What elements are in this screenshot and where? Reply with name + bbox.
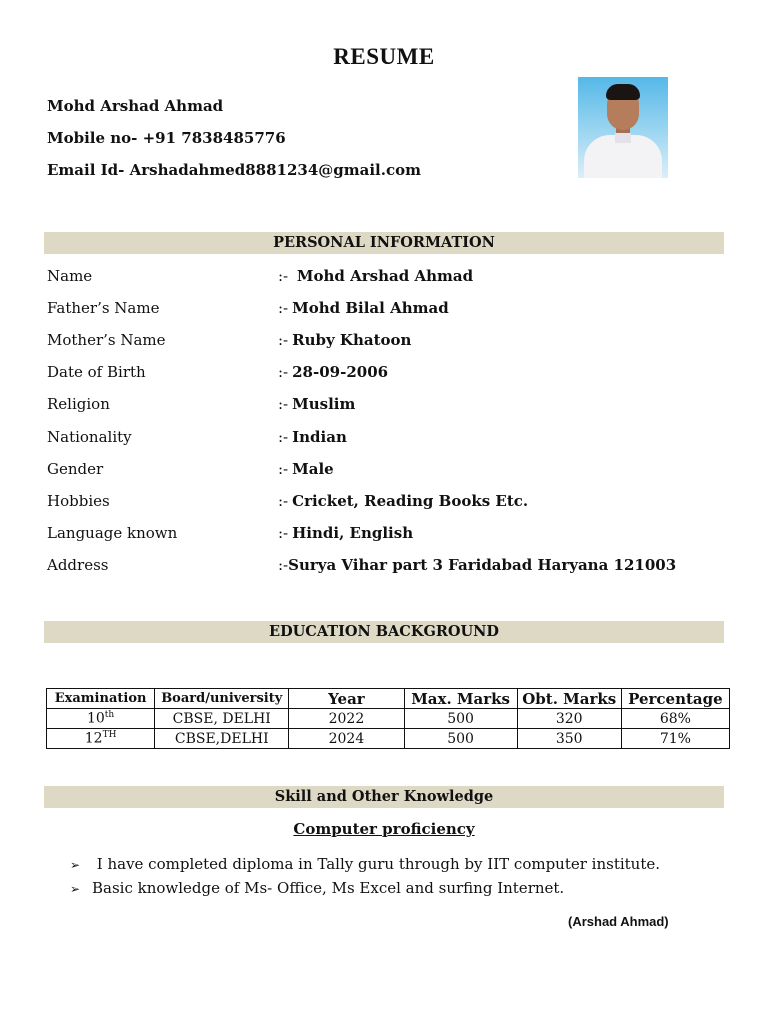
obt-marks-cell: 320 (517, 709, 621, 729)
row-separator: :- (278, 460, 289, 478)
arrowhead-bullet-icon: ➢ (70, 882, 81, 896)
row-label: Father’s Name (47, 299, 160, 317)
percentage-cell: 68% (621, 709, 729, 729)
column-header: Max. Marks (404, 689, 517, 709)
row-separator: :- (278, 395, 289, 413)
max-marks-cell: 500 (404, 729, 517, 749)
table-row (47, 729, 730, 749)
row-label: Religion (47, 395, 110, 413)
profile-photo (578, 77, 668, 178)
row-label: Mother’s Name (47, 331, 166, 349)
obt-marks-cell: 350 (517, 729, 621, 749)
row-value: 28-09-2006 (292, 363, 389, 381)
contact-name: Mohd Arshad Ahmad (47, 97, 224, 115)
row-label: Address (47, 556, 109, 574)
row-label: Name (47, 267, 93, 285)
computer-proficiency-subheading: Computer proficiency (293, 820, 475, 838)
row-value: Indian (292, 428, 347, 446)
board-cell: CBSE,DELHI (155, 729, 289, 749)
resume-title: RESUME (333, 44, 435, 69)
row-separator: :- (278, 267, 289, 285)
education-table (46, 688, 730, 749)
max-marks-cell: 500 (404, 709, 517, 729)
row-value: Muslim (292, 395, 356, 413)
row-separator: :- (278, 556, 289, 574)
exam-cell: 12TH (47, 729, 155, 749)
contact-email: Email Id- Arshadahmed8881234@gmail.com (47, 161, 421, 179)
row-label: Language known (47, 524, 178, 542)
education-background-heading: EDUCATION BACKGROUND (44, 621, 724, 643)
row-separator: :- (278, 299, 289, 317)
table-header-row (47, 689, 730, 709)
list-item: ➢ I have completed diploma in Tally guru through by IIT computer institute. (70, 855, 661, 873)
signature: (Arshad Ahmad) (568, 914, 669, 929)
column-header: Examination (47, 689, 155, 709)
row-value: Surya Vihar part 3 Faridabad Haryana 121003 (288, 556, 677, 574)
table-row (47, 709, 730, 729)
column-header: Board/university (155, 689, 289, 709)
row-value: Cricket, Reading Books Etc. (292, 492, 529, 510)
row-value: Mohd Bilal Ahmad (292, 299, 449, 317)
row-label: Nationality (47, 428, 132, 446)
row-separator: :- (278, 363, 289, 381)
column-header: Obt. Marks (517, 689, 621, 709)
row-value: Ruby Khatoon (292, 331, 412, 349)
row-separator: :- (278, 428, 289, 446)
row-separator: :- (278, 524, 289, 542)
row-separator: :- (278, 492, 289, 510)
row-value: Hindi, English (292, 524, 414, 542)
personal-information-heading: PERSONAL INFORMATION (44, 232, 724, 254)
board-cell: CBSE, DELHI (155, 709, 289, 729)
row-value: Mohd Arshad Ahmad (296, 267, 474, 285)
row-value: Male (292, 460, 334, 478)
arrowhead-bullet-icon: ➢ (70, 858, 81, 872)
percentage-cell: 71% (621, 729, 729, 749)
row-label: Gender (47, 460, 104, 478)
list-item: ➢ Basic knowledge of Ms- Office, Ms Excel and surfing Internet. (70, 879, 565, 897)
year-cell: 2022 (289, 709, 404, 729)
column-header: Percentage (621, 689, 729, 709)
skills-heading: Skill and Other Knowledge (44, 786, 724, 808)
row-separator: :- (278, 331, 289, 349)
column-header: Year (289, 689, 404, 709)
row-label: Date of Birth (47, 363, 146, 381)
row-label: Hobbies (47, 492, 110, 510)
year-cell: 2024 (289, 729, 404, 749)
contact-mobile: Mobile no- +91 7838485776 (47, 129, 286, 147)
exam-cell: 10th (47, 709, 155, 729)
